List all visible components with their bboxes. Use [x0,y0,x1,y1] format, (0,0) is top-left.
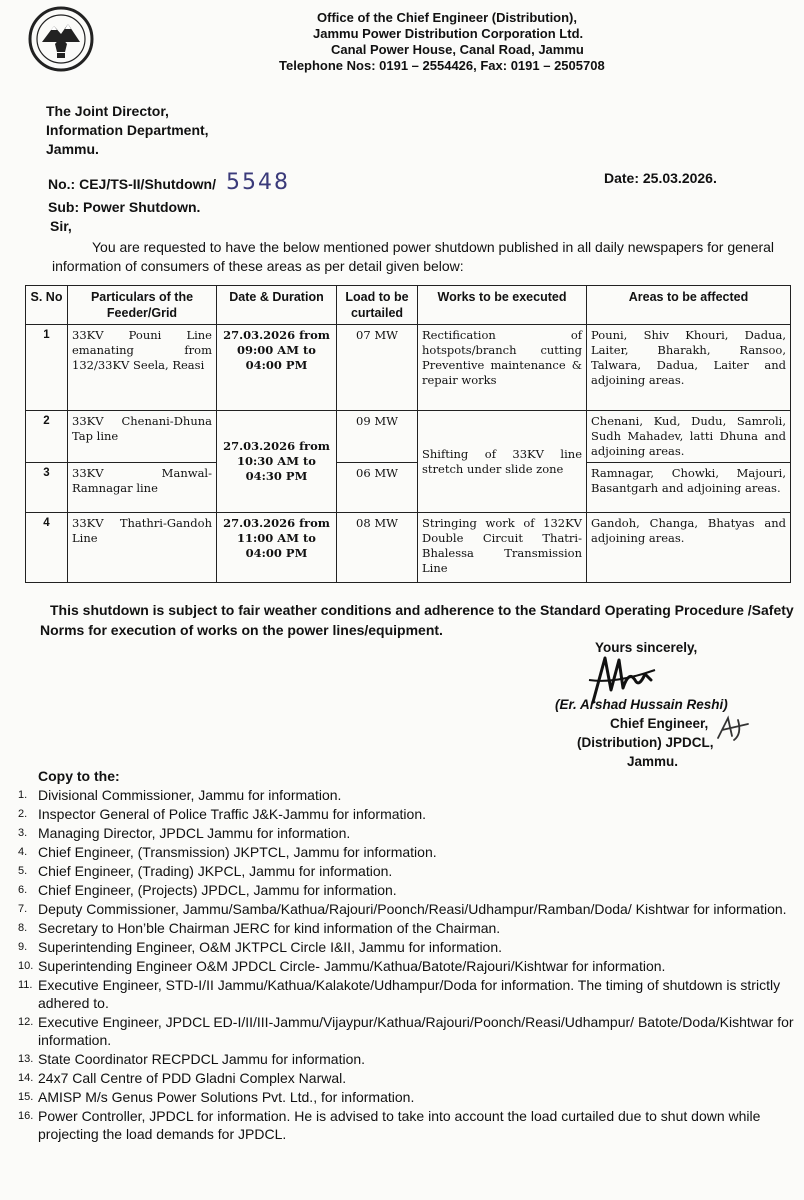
list-number: 10. [18,960,34,972]
cell-load: 08 MW [337,513,418,583]
list-number: 6. [18,884,28,896]
list-item [18,862,800,880]
list-item [18,824,800,842]
cell-sno: 1 [26,325,68,411]
letter-date: Date: 25.03.2026. [604,170,717,186]
table-row [26,325,791,411]
list-text: Deputy Commissioner, Jammu/Samba/Kathua/Rajouri/Poonch/Reasi/Udhampur/Ramban/Doda/ Kishtwar for information. [38,901,787,917]
cell-works: Rectification of hotspots/branch cutting Preventive maintenance & repair works [418,325,587,411]
list-text: Superintending Engineer O&M JPDCL Circle- Jammu/Kathua/Batote/Rajouri/Kishtwar for information. [38,958,666,974]
cell-sno: 3 [26,463,68,513]
copy-to-list [18,786,800,1144]
reference-number [48,170,290,195]
cell-sno: 4 [26,513,68,583]
list-text: Chief Engineer, (Trading) JKPCL, Jammu for information. [38,863,393,879]
letterhead-line-2: Jammu Power Distribution Corporation Ltd. [313,26,584,41]
subject-line: Sub: Power Shutdown. [48,199,201,215]
list-number: 11. [18,979,33,991]
column-header: Particulars of the Feeder/Grid [68,286,217,325]
initials-icon [712,714,752,744]
list-number: 2. [18,808,28,820]
list-number: 9. [18,941,28,953]
list-text: Power Controller, JPDCL for information. He is advised to take into account the load curtailed due to shut down while projecting the load demands for JPDCL. [38,1108,761,1142]
letterhead-line-1: Office of the Chief Engineer (Distribution), [317,10,577,25]
column-header: Date & Duration [217,286,337,325]
list-number: 4. [18,846,28,858]
list-number: 8. [18,922,28,934]
letterhead-line-4: Telephone Nos: 0191 – 2554426, Fax: 0191 – 2505708 [279,58,605,73]
closing-block [555,638,795,771]
cell-load: 07 MW [337,325,418,411]
list-item [18,1107,800,1143]
addressee-line-2: Information Department, [46,122,209,138]
letterhead [255,10,655,74]
reference-label: No.: CEJ/TS-II/Shutdown/ [48,176,216,192]
addressee [46,102,209,159]
shutdown-condition: This shutdown is subject to fair weather conditions and adherence to the Standard Operating Procedure /Safety Norms for execution of works on the power lines/equipment. [40,602,794,638]
column-header: Load to be curtailed [337,286,418,325]
cell-feeder: 33KV Pouni Line emanating from 132/33KV Seela, Reasi [68,325,217,411]
list-text: State Coordinator RECPDCL Jammu for information. [38,1051,366,1067]
table-row [26,513,791,583]
list-text: Chief Engineer, (Transmission) JKPTCL, Jammu for information. [38,844,437,860]
signatory-name: (Er. Arshad Hussain Reshi) [555,697,728,712]
table-row [26,411,791,463]
list-item [18,1013,800,1049]
list-item [18,843,800,861]
cell-feeder: 33KV Thathri-Gandoh Line [68,513,217,583]
list-text: Executive Engineer, STD-I/II Jammu/Kathua/Kalakote/Udhampur/Doda for information. The timing of shutdown is strictly adhered to. [38,977,781,1011]
cell-areas: Gandoh, Changa, Bhatyas and adjoining areas. [587,513,791,583]
list-text: Chief Engineer, (Projects) JPDCL, Jammu for information. [38,882,397,898]
cell-works: Shifting of 33KV line stretch under slide zone [418,411,587,513]
list-number: 13. [18,1053,34,1065]
list-text: Inspector General of Police Traffic J&K-Jammu for information. [38,806,427,822]
table-row [26,463,791,513]
intro-paragraph: You are requested to have the below mentioned power shutdown published in all daily newspapers for general information of consumers of these areas as per detail given below: [52,239,775,274]
list-number: 5. [18,865,28,877]
cell-date: 27.03.2026 from 10:30 AM to 04:30 PM [217,411,337,513]
list-number: 7. [18,903,28,915]
list-number: 12. [18,1016,34,1028]
table-header-row [26,286,791,325]
list-item [18,900,800,918]
cell-areas: Pouni, Shiv Khouri, Dadua, Laiter, Bharakh, Ransoo, Talwara, Dadua, Laiter and adjoining areas. [587,325,791,411]
list-item [18,1050,800,1068]
column-header: S. No [26,286,68,325]
column-header: Areas to be affected [587,286,791,325]
list-number: 1. [18,789,28,801]
list-text: Divisional Commissioner, Jammu for information. [38,787,342,803]
cell-date: 27.03.2026 from 11:00 AM to 04:00 PM [217,513,337,583]
salutation: Sir, [50,218,72,234]
cell-areas: Ramnagar, Chowki, Majouri, Basantgarh and adjoining areas. [587,463,791,513]
list-text: Superintending Engineer, O&M JKTPCL Circle I&II, Jammu for information. [38,939,503,955]
cell-sno: 2 [26,411,68,463]
cell-feeder: 33KV Chenani-Dhuna Tap line [68,411,217,463]
list-item [18,881,800,899]
list-item [18,805,800,823]
list-text: AMISP M/s Genus Power Solutions Pvt. Ltd., for information. [38,1089,415,1105]
closing-yours: Yours sincerely, [595,640,698,655]
jpdcl-logo-icon [28,6,94,72]
list-number: 15. [18,1091,34,1103]
list-item [18,976,800,1012]
addressee-line-3: Jammu. [46,141,99,157]
list-item [18,919,800,937]
list-item [18,1088,800,1106]
cell-works: Stringing work of 132KV Double Circuit Thatri-Bhalessa Transmission Line [418,513,587,583]
list-text: 24x7 Call Centre of PDD Gladni Complex Narwal. [38,1070,347,1086]
shutdown-schedule-table [25,285,791,583]
letterhead-line-3: Canal Power House, Canal Road, Jammu [331,42,584,57]
signatory-designation: Chief Engineer, [610,716,709,731]
list-text: Managing Director, JPDCL Jammu for information. [38,825,351,841]
copy-to-title: Copy to the: [38,768,120,784]
signatory-office: (Distribution) JPDCL, [577,735,714,750]
list-item [18,938,800,956]
cell-feeder: 33KV Manwal-Ramnagar line [68,463,217,513]
column-header: Works to be executed [418,286,587,325]
list-text: Executive Engineer, JPDCL ED-I/II/III-Jammu/Vijaypur/Kathua/Rajouri/Poonch/Reasi/Udhampur/ Batote/Doda/Kishtwar for information. [38,1014,794,1048]
list-number: 14. [18,1072,34,1084]
list-number: 16. [18,1110,34,1122]
cell-areas: Chenani, Kud, Dudu, Samroli, Sudh Mahadev, latti Dhuna and adjoining areas. [587,411,791,463]
cell-load: 09 MW [337,411,418,463]
list-item [18,786,800,804]
list-text: Secretary to Hon’ble Chairman JERC for kind information of the Chairman. [38,920,501,936]
cell-load: 06 MW [337,463,418,513]
addressee-line-1: The Joint Director, [46,103,169,119]
handwritten-number: 5548 [226,170,290,195]
list-number: 3. [18,827,28,839]
list-item [18,957,800,975]
signatory-place: Jammu. [627,754,679,769]
cell-date: 27.03.2026 from 09:00 AM to 04:00 PM [217,325,337,411]
list-item [18,1069,800,1087]
